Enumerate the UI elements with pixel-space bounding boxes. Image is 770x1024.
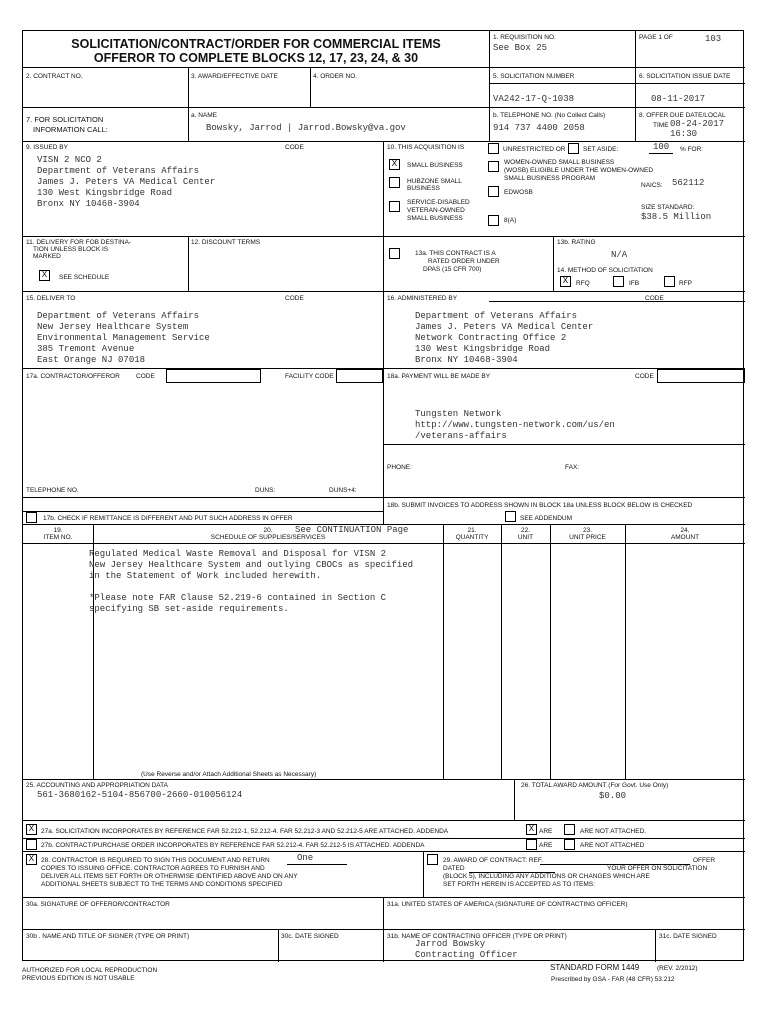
footer-previous-edition: PREVIOUS EDITION IS NOT USABLE (22, 975, 135, 982)
sdvosb-label: SERVICE-DISABLED (407, 199, 470, 206)
naics-label: NAICS: (641, 182, 663, 189)
col-amount-num: 24. (680, 527, 690, 534)
award-date-label: 3. AWARD/EFFECTIVE DATE (191, 73, 278, 80)
col-item-no-num: 19. (53, 527, 63, 534)
delivery-label: 11. DELIVERY FOR FOB DESTINA- (26, 239, 132, 246)
telephone-label: TELEPHONE NO. (26, 487, 79, 494)
27b-are-checkbox[interactable] (526, 839, 537, 850)
ifb-label: IFB (629, 280, 640, 287)
total-award-label: 26. TOTAL AWARD AMOUNT (For Govt. Use Only) (521, 782, 669, 789)
issued-by-label: 9. ISSUED BY (26, 144, 68, 151)
payment-code-label: CODE (635, 373, 654, 380)
accounting-label: 25. ACCOUNTING AND APPROPRIATION DATA (26, 782, 168, 789)
facility-code-label: FACILITY CODE (285, 373, 334, 380)
continuation-overlay: See CONTINUATION Page (295, 525, 409, 535)
form-title-line2: OFFEROR TO COMPLETE BLOCKS 12, 17, 23, 24, & 30 (93, 51, 419, 65)
due-time-label: TIME (653, 122, 669, 129)
27a-are-checkbox[interactable]: X (526, 824, 537, 835)
sig-31c-label: 31c. DATE SIGNED (659, 933, 717, 940)
rfq-checkbox[interactable]: X (560, 276, 571, 287)
small-business-label: SMALL BUSINESS (407, 162, 463, 169)
rated-order-label: 13a. THIS CONTRACT IS A (415, 250, 496, 257)
rfp-label: RFP (679, 280, 692, 287)
clause-28-checkbox[interactable]: X (26, 854, 37, 865)
27a-are-not-checkbox[interactable] (564, 824, 575, 835)
sdvosb-checkbox[interactable] (389, 201, 400, 212)
see-schedule-checkbox[interactable]: X (39, 270, 50, 281)
sig-31b-label: 31b. NAME OF CONTRACTING OFFICER (TYPE OR PRINT) (387, 933, 567, 940)
rated-order-checkbox[interactable] (389, 248, 400, 259)
clause-27b-checkbox[interactable] (26, 839, 37, 850)
duns-label: DUNS: (255, 487, 276, 494)
sf1449-form: SOLICITATION/CONTRACT/ORDER FOR COMMERCIAL ITEMS OFFEROR TO COMPLETE BLOCKS 12, 17, 23, 24, & 30 1. REQUISITION NO. See Box 25 PAGE 1 OF 103 2. CONTRACT NO. 3. AWARD/EFFECTIVE DATE 4. ORDER NO. 5. SOLICITATION NUMBER 6. SOLICITATION ISSUE DATE VA242-17-Q-1038 08-11-2017 7. FOR SOLICITATION INFORMATION CALL: a. NAME Bowsky, Jarrod | Jarrod.Bowsky@va.gov b. TELEPHONE NO. (No Collect Calls) 914 737 4400 2058 8. OFFER DUE DATE/LOCAL TIME 08-24-2017 16:30 9. ISSUED BY CODE VISN 2 NCO 2 Department of Veterans Affairs James J. Peters VA Medical Center 130 West Kingsbridge Road Bronx NY 10468-3904 10. THIS ACQUISITION IS UNRESTRICTED OR SET ASIDE: 100 % FOR: X SMALL BUSINESS HUBZONE SMALL BUSINESS SERVICE-DISABLED VETERAN-OWNED SMALL BUSINESS WOMEN-OWNED SMALL BUSINESS (WOSB) ELIGIBLE UNDER THE WOMEN-OWNED SMALL BUSINESS PROGRAM EDWOSB 8(A) NAICS: 562112 SIZE STANDARD: $38.5 Million 11. DELIVERY FOR FOB DESTINA- TION UNLESS BLOCK IS MARKED X SEE SCHEDULE 12. DISCOUNT TERMS 13a. THIS CONTRACT IS A RATED ORDER UNDER DPAS (15 CFR 700) 13b. RATING N/A 14. METHOD OF SOLICITATION X RFQ IFB RFP 15. DELIVER TO CODE Department of Veterans Affairs New Jersey Healthcare System Environmental Management Service 385 Tremont Avenue East Orange NJ 07018 16. ADMINISTERED BY CODE Department of Veterans Affairs James J. Peters VA Medical Center Network Contracting Office 2 130 West Kingsbridge Road Bronx NY 10468-3904 17a. CONTRACTOR/OFFEROR CODE FACILITY CODE TELEPHONE NO. DUNS: DUNS+4: 17b. CHECK IF REMITTANCE IS DIFFERENT AND PUT SUCH ADDRESS IN OFFER 18a. PAYMENT WILL BE MADE BY CODE Tungsten Network http://www.tungsten-network.com/us/en /veterans-affairs PHONE: FAX: 18b. SUBMIT INVOICES TO ADDRESS SHOWN IN BLOCK 18a UNLESS BLOCK BELOW IS CHECKED SEE ADDENDUM 19. ITEM NO. 20. SCHEDULE OF SUPPLIES/SERVICES See CONTINUATION Page 21. QUANTITY 22. UNIT 23. UNIT PRICE 24. AMOUNT Regulated Medical Waste Removal and Disposal for VISN 2 New Jersey Healthcare System and outlying CBOCs as specified in the Statement of Work included herewith. *Please note FAR Clause 52.219-6 contained in Section C specifying SB set-aside requirements. (Use Reverse and/or Attach Additional Sheets as Necessary) 25. ACCOUNTING AND APPROPRIATION DATA 561-3680162-5104-856700-2660-010056124 26. TOTAL AWARD AMOUNT (For Govt. Use Only) $0.00 X 27a. SOLICITATION INCORPORATES BY REFERENCE FAR 52.212-1, 52.212-4. FAR 52.212-3 AND 52.212-5 ARE ATTACHED. ADDENDA X ARE ARE NOT ATTACHED. 27b. CONTRACT/PURCHASE ORDER INCORPORATES BY REFERENCE FAR 52.212-4. FAR 52.212-5 IS ATTACHED. ADDENDA ARE ARE NOT ATTACHED X 28. CONTRACTOR IS REQUIRED TO SIGN THIS DOCUMENT AND RETURN One COPIES TO ISSUING OFFICE. CONTRACTOR AGREES TO FURNISH AND DELIVER ALL ITEMS SET FORTH OR OTHERWISE IDENTIFIED ABOVE AND ON ANY ADDITIONAL SHEETS SUBJECT TO THE TERMS AND CONDITIONS SPECIFIED 29. AWARD OF CONTRACT: REF. OFFER DATED YOUR OFFER ON SOLICITATION (BLOCK 5), INCLUDING ANY ADDITIONS OR CHANGES WHICH ARE SET FORTH HEREIN IS ACCEPTED AS TO ITEMS: 30a. SIGNATURE OF OFFEROR/CONTRACTOR 31a. UNITED STATES OF AMERICA (SIGNATURE OF CONTRACTING OFFICER) 30b . NAME AND TITLE OF SIGNER (TYPE OR PRINT) 30c. DATE SIGNED 31b. NAME OF CONTRACTING OFFICER (TYPE OR PRINT) Jarrod Bowsky Contracting Officer 31c. DATE SIGNED (22, 30, 744, 961)
addendum-checkbox[interactable] (505, 511, 516, 522)
clause-28-label: 28. CONTRACTOR IS REQUIRED TO SIGN THIS DOCUMENT AND RETURN (41, 857, 270, 864)
27b-are-not-label: ARE NOT ATTACHED (580, 842, 645, 849)
sig-30c-label: 30c. DATE SIGNED (281, 933, 339, 940)
solicitation-number[interactable]: VA242-17-Q-1038 (493, 94, 575, 104)
contracting-officer-name[interactable]: Jarrod Bowsky (415, 939, 486, 949)
8a-checkbox[interactable] (488, 215, 499, 226)
page-label: PAGE 1 OF (639, 34, 673, 41)
schedule-footer: (Use Reverse and/or Attach Additional Sheets as Necessary) (141, 771, 317, 778)
ifb-checkbox[interactable] (613, 276, 624, 287)
due-date-label: 8. OFFER DUE DATE/LOCAL (639, 112, 726, 119)
issue-date[interactable]: 08-11-2017 (651, 94, 706, 104)
order-no-label: 4. ORDER NO. (313, 73, 358, 80)
name-label: a. NAME (191, 112, 218, 119)
administered-code-label: CODE (645, 295, 664, 302)
rfq-label: RFQ (576, 280, 590, 287)
due-time[interactable]: 16:30 (670, 129, 698, 139)
sig-30b-label: 30b . NAME AND TITLE OF SIGNER (TYPE OR PRINT) (26, 933, 190, 940)
requisition-label: 1. REQUISITION NO. (493, 34, 556, 41)
contracting-officer-title[interactable]: Contracting Officer (415, 950, 518, 960)
col-schedule: SCHEDULE OF SUPPLIES/SERVICES (210, 534, 326, 541)
col-unit-price: UNIT PRICE (569, 534, 606, 541)
small-business-checkbox[interactable]: X (389, 159, 400, 170)
form-title-line1: SOLICITATION/CONTRACT/ORDER FOR COMMERCIAL ITEMS (71, 37, 441, 51)
form-number: STANDARD FORM 1449 (550, 963, 640, 972)
deliver-to-label: 15. DELIVER TO (26, 295, 76, 302)
phone-label: b. TELEPHONE NO. (No Collect Calls) (493, 112, 606, 119)
rfp-checkbox[interactable] (664, 276, 675, 287)
set-aside-percent[interactable]: 100 (649, 142, 673, 154)
requisition-value[interactable]: See Box 25 (493, 43, 548, 53)
prescribed-by: Prescribed by GSA - FAR (48 CFR) 53.212 (551, 976, 675, 983)
unrestricted-label: UNRESTRICTED OR (503, 146, 566, 153)
clause-27a-checkbox[interactable]: X (26, 824, 37, 835)
total-award-value[interactable]: $0.00 (599, 791, 627, 801)
col-schedule-num: 20. (263, 527, 273, 534)
addendum-label: SEE ADDENDUM (520, 515, 573, 522)
facility-code-input[interactable] (336, 369, 383, 383)
27a-are-label: ARE (539, 828, 553, 835)
issued-by-code-label: CODE (285, 144, 304, 151)
hubzone-label: HUBZONE SMALL (407, 178, 462, 185)
27b-are-label: ARE (539, 842, 553, 849)
contractor-code-input[interactable] (166, 369, 261, 383)
submit-invoices-label: 18b. SUBMIT INVOICES TO ADDRESS SHOWN IN BLOCK 18a UNLESS BLOCK BELOW IS CHECKED (387, 502, 693, 509)
sig-30a-label: 30a. SIGNATURE OF OFFEROR/CONTRACTOR (26, 901, 170, 908)
info-call-label: 7. FOR SOLICITATION (26, 115, 104, 124)
wosb-label: WOMEN-OWNED SMALL BUSINESS (504, 159, 615, 166)
col-unit: UNIT (517, 534, 534, 541)
col-quantity: QUANTITY (455, 534, 489, 541)
27a-are-not-label: ARE NOT ATTACHED. (580, 828, 647, 835)
solicitation-no-label: 5. SOLICITATION NUMBER (493, 73, 575, 80)
27b-are-not-checkbox[interactable] (564, 839, 575, 850)
rating-value[interactable]: N/A (611, 250, 628, 260)
clause-29-label: 29. AWARD OF CONTRACT: REF. (443, 857, 543, 864)
phone-value[interactable]: 914 737 4400 2058 (493, 123, 585, 133)
remittance-checkbox[interactable] (26, 512, 37, 523)
8a-label: 8(A) (504, 217, 517, 224)
edwosb-checkbox[interactable] (488, 186, 499, 197)
discount-terms-label: 12. DISCOUNT TERMS (191, 239, 261, 246)
set-aside-label: SET ASIDE: (583, 146, 619, 153)
col-amount: AMOUNT (670, 534, 700, 541)
size-standard-value[interactable]: $38.5 Million (641, 212, 712, 222)
edwosb-label: EDWOSB (504, 189, 533, 196)
clause-29-checkbox[interactable] (427, 854, 438, 865)
payment-fax-label: FAX: (565, 464, 580, 471)
see-schedule-label: SEE SCHEDULE (59, 274, 110, 281)
remittance-label: 17b. CHECK IF REMITTANCE IS DIFFERENT AND PUT SUCH ADDRESS IN OFFER (43, 515, 293, 522)
duns4-label: DUNS+4: (329, 487, 357, 494)
contact-name[interactable]: Bowsky, Jarrod | Jarrod.Bowsky@va.gov (206, 123, 406, 133)
rating-label: 13b. RATING (557, 239, 596, 246)
info-call-label-2: INFORMATION CALL: (33, 125, 108, 134)
payment-code-input[interactable] (657, 369, 745, 383)
deliver-to-code-label: CODE (285, 295, 304, 302)
acquisition-label: 10. THIS ACQUISITION IS (387, 144, 465, 151)
col-item-no: ITEM NO. (43, 534, 73, 541)
payment-phone-label: PHONE: (387, 464, 412, 471)
clause-28-copies[interactable]: One (287, 853, 347, 865)
clause-27a-label: 27a. SOLICITATION INCORPORATES BY REFERENCE FAR 52.212-1, 52.212-4. FAR 52.212-3 AND 52.212-5 ARE ATTACHED. ADDENDA (41, 828, 449, 835)
payment-label: 18a. PAYMENT WILL BE MADE BY (387, 373, 491, 380)
contractor-code-label: CODE (136, 373, 155, 380)
contract-no-label: 2. CONTRACT NO. (26, 73, 83, 80)
due-date[interactable]: 08-24-2017 (670, 119, 725, 129)
col-quantity-num: 21. (467, 527, 477, 534)
unrestricted-checkbox[interactable] (488, 143, 499, 154)
issue-date-label: 6. SOLICITATION ISSUE DATE (639, 73, 731, 80)
set-aside-checkbox[interactable] (568, 143, 579, 154)
col-unit-num: 22. (520, 527, 531, 534)
col-unit-price-num: 23. (582, 527, 593, 534)
form-revision: (REV. 2/2012) (657, 965, 698, 972)
accounting-value[interactable]: 561-3680162-5104-856700-2660-010056124 (37, 790, 243, 800)
footer-authorized: AUTHORIZED FOR LOCAL REPRODUCTION (22, 967, 158, 974)
naics-value[interactable]: 562112 (672, 178, 705, 188)
sig-31a-label: 31a. UNITED STATES OF AMERICA (SIGNATURE OF CONTRACTING OFFICER) (387, 901, 628, 908)
size-standard-label: SIZE STANDARD: (641, 204, 695, 211)
percent-for-label: % FOR: (680, 146, 704, 153)
hubzone-checkbox[interactable] (389, 177, 400, 188)
contractor-label: 17a. CONTRACTOR/OFFEROR (26, 373, 120, 380)
wosb-checkbox[interactable] (488, 161, 499, 172)
clause-27b-label: 27b. CONTRACT/PURCHASE ORDER INCORPORATES BY REFERENCE FAR 52.212-4. FAR 52.212-5 IS ATTACHED. ADDENDA (41, 842, 425, 849)
method-label: 14. METHOD OF SOLICITATION (557, 267, 653, 274)
administered-by-label: 16. ADMINISTERED BY (387, 295, 458, 302)
page-total: 103 (705, 34, 722, 44)
